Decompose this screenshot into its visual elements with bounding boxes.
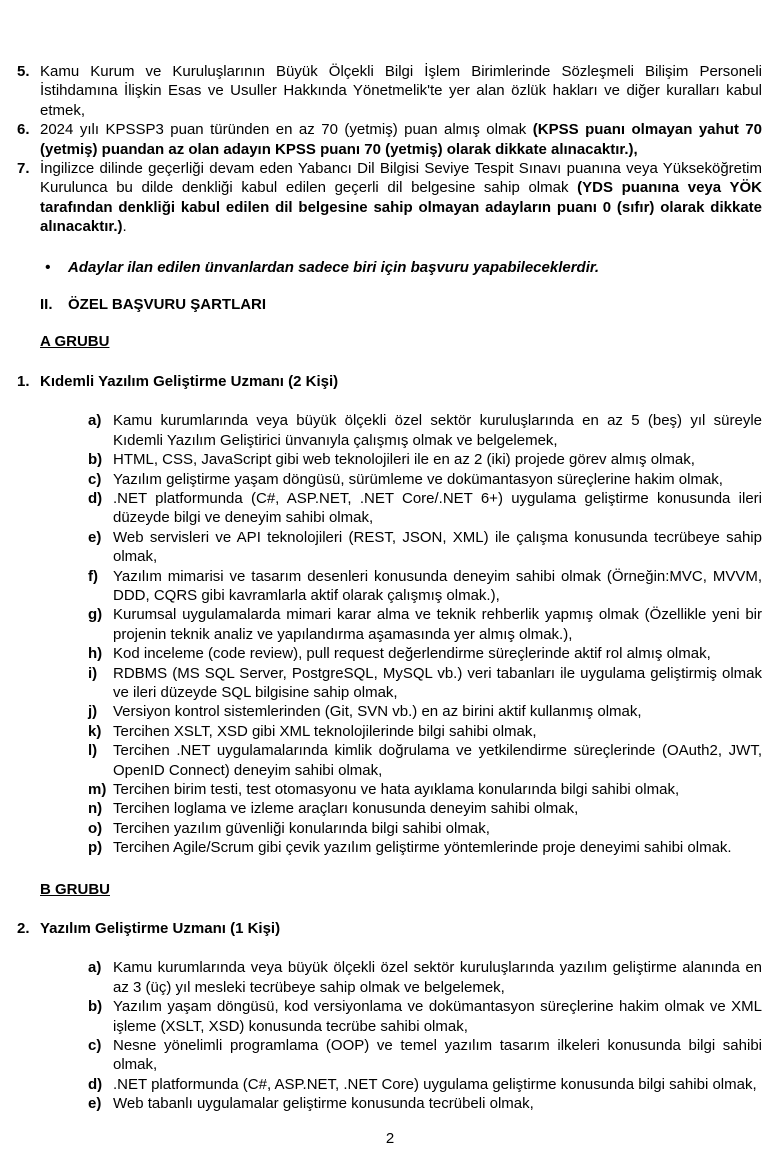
requirement-letter: e) — [88, 528, 102, 546]
requirement-text: Yazılım geliştirme yaşam döngüsü, sürümleme ve dokümantasyon süreçlerine hakim olmak, — [113, 470, 723, 488]
requirement-item — [88, 664, 762, 703]
requirement-text: Kamu kurumlarında veya büyük ölçekli özel sektör kuruluşlarında en az 5 (beş) yıl süreyle Kıdemli Yazılım Geliştirici ünvanıyla çalışmış olmak ve belgelemek, — [113, 412, 762, 449]
requirement-letter: i) — [88, 664, 98, 682]
requirement-letter: m) — [88, 781, 107, 798]
requirement-item — [88, 470, 762, 489]
requirement-letter: d) — [88, 1075, 103, 1093]
section-number: II. — [40, 296, 53, 314]
section-title: ÖZEL BAŞVURU ŞARTLARI — [68, 296, 267, 314]
item-text-after: . — [122, 218, 127, 236]
requirement-item — [88, 780, 762, 799]
requirement-text: Tercihen Agile/Scrum gibi çevik yazılım geliştirme yöntemlerinde proje deneyimi sahibi olmak. — [113, 839, 732, 857]
requirement-text: Yazılım yaşam döngüsü, kod versiyonlama ve dokümantasyon süreçlerine hakim olmak ve XML işleme (XSLT, XSD) konusunda tecrübe sahibi olmak, — [113, 998, 762, 1035]
requirement-text: Tercihen XSLT, XSD gibi XML teknolojilerinde bilgi sahibi olmak, — [113, 722, 537, 740]
requirement-item — [88, 489, 762, 528]
requirement-letter: k) — [88, 722, 102, 740]
position-number: 2. — [17, 920, 30, 938]
requirement-letter: j) — [88, 703, 98, 721]
requirement-text: .NET platformunda (C#, ASP.NET, .NET Core) uygulama geliştirme konusunda bilgi sahibi olmak, — [113, 1075, 757, 1093]
requirement-letter: c) — [88, 470, 102, 488]
requirement-text: Tercihen birim testi, test otomasyonu ve hata ayıklama konularında bilgi sahibi olmak, — [113, 781, 680, 798]
group-a-requirements — [17, 411, 762, 857]
item-text-bold: (KPSS puanı olmayan yahut 70 (yetmiş) puandan az olan adayın KPSS puanı 70 (yetmiş) olarak dikkate alınacaktır.), — [40, 121, 762, 158]
requirement-item — [88, 702, 762, 721]
requirement-text: Web servisleri ve API teknolojileri (REST, JSON, XML) ile çalışma konusunda tecrübeye sahip olmak, — [113, 528, 762, 566]
requirement-text: Tercihen yazılım güvenliği konularında bilgi sahibi olmak, — [113, 819, 490, 837]
requirement-text: Web tabanlı uygulamalar geliştirme konusunda tecrübeli olmak, — [113, 1095, 534, 1113]
requirement-letter: g) — [88, 606, 103, 624]
item-number: 6. — [17, 121, 30, 139]
requirement-letter: b) — [88, 998, 103, 1016]
general-condition-6 — [17, 120, 762, 159]
requirement-item — [88, 958, 762, 997]
requirement-text: Tercihen loglama ve izleme araçları konusunda deneyim sahibi olmak, — [113, 800, 579, 818]
item-text — [40, 62, 762, 120]
requirement-text: Nesne yönelimli programlama (OOP) ve temel yazılım tasarım ilkeleri konusunda bilgi sahibi olmak, — [113, 1037, 762, 1074]
group-a-heading: A GRUBU — [40, 333, 110, 351]
requirement-letter: l) — [88, 742, 98, 760]
position-2-title — [17, 919, 762, 938]
requirement-text: Kamu kurumlarında veya büyük ölçekli özel sektör kuruluşlarında yazılım geliştirme alanında en az 3 (üç) yıl mesleki tecrübeye sahip olmak ve belgelemek, — [113, 959, 762, 996]
section-heading — [40, 295, 762, 314]
requirement-item — [88, 567, 762, 606]
item-text-normal: İngilizce dilinde geçerliği devam eden Yabancı Dil Bilgisi Seviye Tespit Sınavı puanına veya Yükseköğretim Kurulunca bu dilde denkliği kabul edilen geçerli dil belgesine sahip olmak — [40, 160, 762, 197]
requirement-item — [88, 819, 762, 838]
item-text — [40, 120, 762, 159]
requirement-item — [88, 411, 762, 450]
note-bullet — [45, 258, 762, 277]
requirement-letter: c) — [88, 1037, 102, 1055]
requirement-letter: d) — [88, 489, 103, 507]
requirement-letter: n) — [88, 800, 103, 818]
requirement-text: HTML, CSS, JavaScript gibi web teknolojileri ile en az 2 (iki) projede görev almış olmak, — [113, 451, 695, 469]
requirement-item — [88, 605, 762, 644]
requirement-text: RDBMS (MS SQL Server, PostgreSQL, MySQL vb.) veri tabanları ile uygulama geliştirmiş olmak ve ileri düzeyde SQL bilgisine sahip olmak, — [113, 664, 762, 701]
requirement-item — [88, 644, 762, 663]
item-text-normal: Kamu Kurum ve Kuruluşlarının Büyük Ölçekli Bilgi İşlem Birimlerinde Sözleşmeli Bilişim Personeli İstihdamına İlişkin Esas ve Usuller Hakkında Yönetmelik'te yer alan özlük hakları ve diğer kuralları kabul etmek, — [40, 63, 762, 119]
requirement-letter: p) — [88, 839, 103, 857]
requirement-letter: h) — [88, 645, 103, 663]
position-title-text: Kıdemli Yazılım Geliştirme Uzmanı (2 Kişi) — [40, 372, 339, 390]
requirement-text: Kurumsal uygulamalarda mimari karar alma ve teknik rehberlik yapmış olmak (Özellikle yeni bir projenin teknik analiz ve yapılandırma aşamasında yer almış olmak.), — [113, 606, 762, 643]
group-b-heading: B GRUBU — [40, 880, 110, 898]
requirement-text: Yazılım mimarisi ve tasarım desenleri konusunda deneyim sahibi olmak (Örneğin:MVC, MVVM, DDD, CQRS gibi kavramlarla aktif olarak çalışmış olmak.), — [113, 567, 762, 604]
requirement-item — [88, 741, 762, 780]
item-text — [40, 159, 762, 237]
requirement-item — [88, 1094, 762, 1113]
general-condition-5 — [17, 62, 762, 120]
requirement-letter: e) — [88, 1095, 102, 1113]
requirement-item — [88, 1075, 762, 1094]
bullet-icon: • — [45, 258, 51, 276]
requirement-text: Versiyon kontrol sistemlerinden (Git, SVN vb.) en az birini aktif kullanmış olmak, — [113, 703, 642, 721]
requirement-letter: o) — [88, 819, 103, 837]
requirement-letter: b) — [88, 451, 103, 469]
item-text-bold: (YDS puanına veya YÖK tarafından denkliği kabul edilen dil belgesine sahip olmayan adayların puanı 0 (sıfır) olarak dikkate alınacaktır.) — [40, 179, 762, 236]
page-number: 2 — [385, 1129, 395, 1147]
requirement-letter: a) — [88, 412, 102, 430]
item-text-normal: 2024 yılı KPSSP3 puan türünden en az 70 (yetmiş) puan almış olmak — [40, 121, 533, 139]
requirement-item — [88, 528, 762, 567]
position-1-title — [17, 372, 762, 391]
position-title-text: Yazılım Geliştirme Uzmanı (1 Kişi) — [40, 920, 281, 938]
requirement-item — [88, 799, 762, 818]
requirement-item — [88, 1036, 762, 1075]
general-condition-7 — [17, 159, 762, 237]
item-number: 7. — [17, 160, 30, 178]
group-b-requirements — [17, 958, 762, 1113]
requirement-text: .NET platformunda (C#, ASP.NET, .NET Core/.NET 6+) uygulama geliştirme konusunda ileri düzeyde bilgi ve deneyim sahibi olmak, — [113, 489, 762, 527]
item-number: 5. — [17, 63, 30, 80]
requirement-item — [88, 838, 762, 857]
requirement-text: Tercihen .NET uygulamalarında kimlik doğrulama ve yetkilendirme süreçlerinde (OAuth2, JWT, OpenID Connect) deneyim sahibi olmak, — [113, 742, 762, 779]
requirement-item — [88, 997, 762, 1036]
requirement-text: Kod inceleme (code review), pull request değerlendirme süreçlerinde aktif rol almış olmak, — [113, 645, 711, 663]
requirement-letter: a) — [88, 959, 102, 977]
position-number: 1. — [17, 372, 30, 390]
note-text: Adaylar ilan edilen ünvanlardan sadece biri için başvuru yapabileceklerdir. — [68, 258, 600, 276]
requirement-item — [88, 450, 762, 469]
requirement-item — [88, 722, 762, 741]
requirement-letter: f) — [88, 567, 98, 585]
